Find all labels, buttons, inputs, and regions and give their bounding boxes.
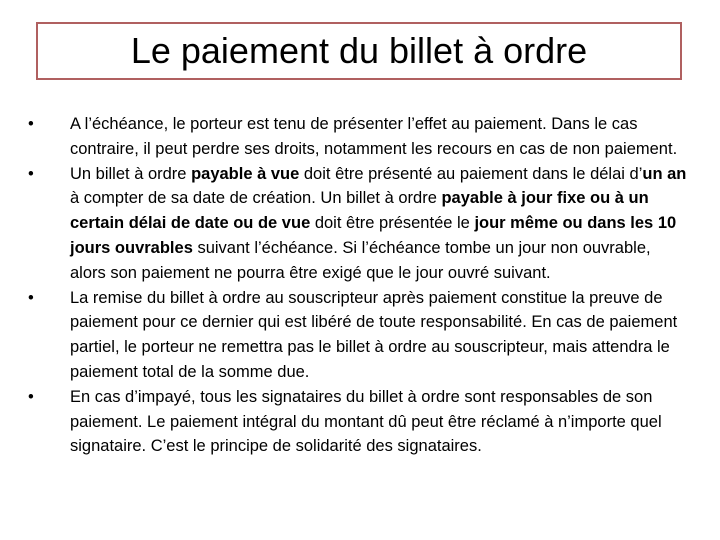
bullet-segment: La remise du billet à ordre au souscripteur après paiement constitue la preuve de paiement pour ce dernier qui est libéré de toute responsabilité. En cas de paiement partiel, le porteur ne remettra pas le billet à ordre au souscripteur, mais attendra le paiement total de la somme due. [70, 288, 678, 381]
bullet-text [70, 115, 677, 158]
bullet-text [70, 388, 662, 456]
bullet-text [70, 289, 677, 381]
bullet-marker: • [28, 115, 34, 133]
bullet-text [70, 165, 686, 282]
bullet-item [28, 286, 688, 385]
bullet-segment: En cas d’impayé, tous les signataires du billet à ordre sont responsables de son paiement. Le paiement intégral du montant dû peut être réclamé à n’importe quel signataire. C’est le principe de solidarité des signataires. [70, 387, 662, 456]
bullet-segment-bold: payable à vue [191, 164, 300, 183]
page-title: Le paiement du billet à ordre [130, 30, 588, 71]
bullet-marker: • [28, 387, 34, 406]
bullet-item [28, 162, 688, 286]
bullet-list [28, 112, 688, 459]
bullet-segment-bold: un an [642, 164, 687, 183]
bullet-segment: Un billet à ordre [70, 164, 192, 183]
title-box [36, 22, 682, 80]
bullet-segment: doit être présenté au paiement dans le délai d’ [299, 164, 643, 183]
bullet-segment-bold: payable à jour fixe ou à un certain délai de date ou de vue [70, 189, 649, 233]
bullet-marker: • [28, 164, 34, 183]
bullet-segment: doit être présentée le [310, 214, 475, 233]
bullet-segment: suivant l’échéance. Si l’échéance tombe un jour non ouvrable, alors son paiement ne pourra être exigé que le jour ouvré suivant. [70, 238, 651, 282]
bullet-segment: à compter de sa date de création. Un billet à ordre [70, 189, 442, 208]
bullet-item [28, 385, 688, 459]
bullet-marker: • [28, 288, 34, 307]
bullet-segment-bold: jour même ou dans les 10 jours ouvrables [70, 214, 677, 257]
bullet-item [28, 112, 688, 162]
bullet-segment: A l’échéance, le porteur est tenu de présenter l’effet au paiement. Dans le cas contraire, il peut perdre ses droits, notamment les recours en cas de non paiement. [70, 115, 678, 158]
